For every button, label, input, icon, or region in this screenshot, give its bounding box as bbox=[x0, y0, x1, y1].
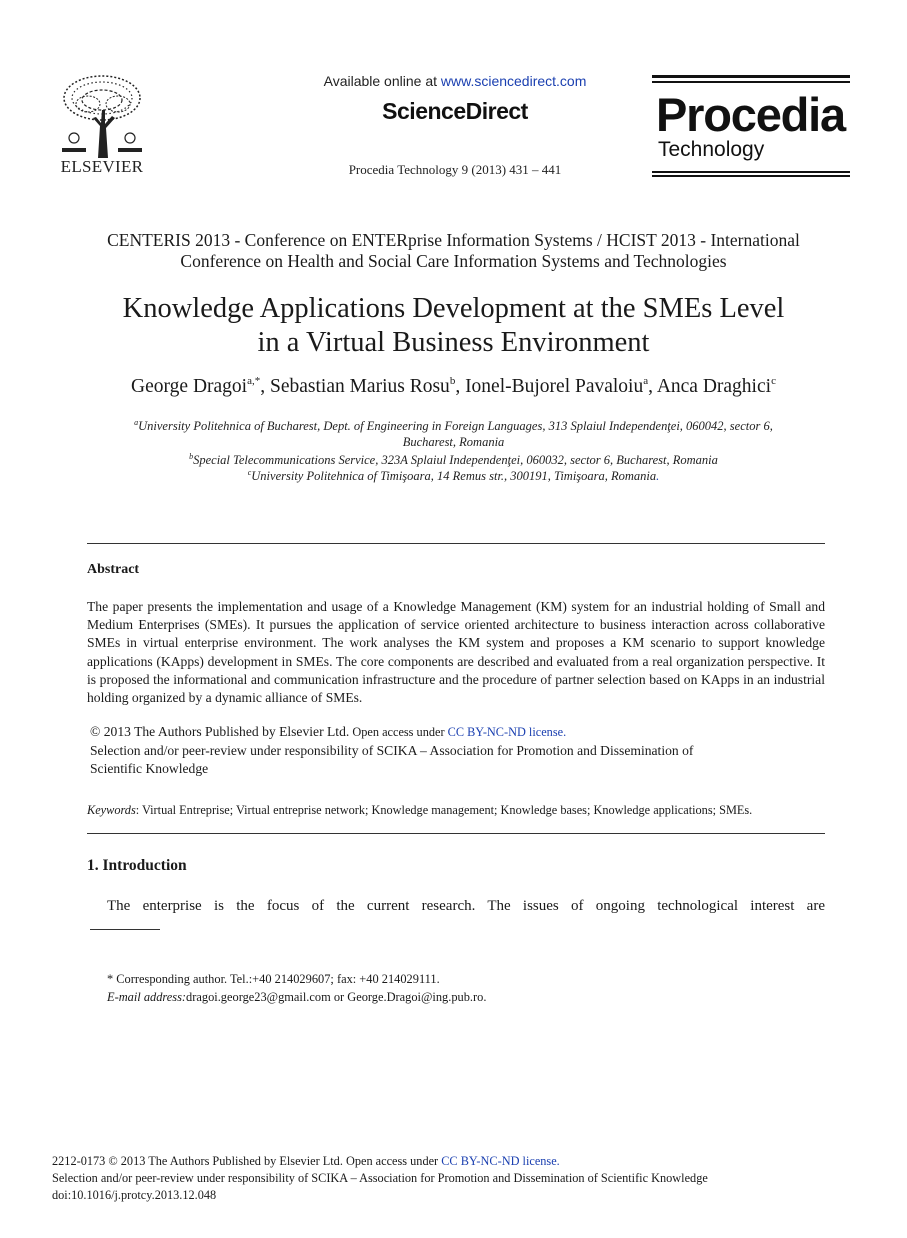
author-name: Ionel-Bujorel Pavaloiu bbox=[465, 376, 644, 397]
keywords-label: Keywords bbox=[87, 803, 136, 817]
elsevier-logo bbox=[52, 74, 152, 178]
elsevier-wordmark: ELSEVIER bbox=[60, 157, 144, 176]
keywords bbox=[87, 803, 825, 818]
section-divider bbox=[87, 833, 825, 834]
available-prefix: Available online at bbox=[323, 73, 441, 89]
introduction-heading: 1. Introduction bbox=[87, 857, 187, 874]
license-link[interactable]: CC BY-NC-ND license. bbox=[447, 725, 567, 739]
corresponding-mark: * bbox=[254, 375, 261, 387]
procedia-name: Procedia bbox=[656, 88, 845, 141]
author-name: Anca Draghici bbox=[656, 376, 772, 397]
author-affiliation-mark: c bbox=[771, 375, 776, 387]
procedia-subtitle: Technology bbox=[658, 138, 765, 161]
author-separator: , bbox=[648, 376, 657, 397]
affiliation-b bbox=[60, 452, 847, 468]
author-affiliation-mark: a bbox=[643, 375, 649, 387]
open-access-text: Open access under bbox=[349, 725, 448, 739]
footer-doi[interactable]: doi:10.1016/j.protcy.2013.12.048 bbox=[52, 1188, 217, 1202]
title-line-1: Knowledge Applications Development at the SMEs Level bbox=[122, 293, 785, 324]
sciencedirect-wordmark: ScienceDirect bbox=[382, 98, 528, 124]
author-separator: , bbox=[260, 376, 270, 397]
affiliation-mark: b bbox=[189, 452, 194, 461]
copyright-line: © 2013 The Authors Published by Elsevier Ltd. bbox=[90, 724, 350, 739]
introduction-text: The enterprise is the focus of the current research. The issues of ongoing technological interest are bbox=[107, 898, 825, 914]
footer-copyright: 2212-0173 © 2013 The Authors Published by Elsevier Ltd. Open access under bbox=[52, 1154, 442, 1168]
corresponding-author: * Corresponding author. Tel.:+40 214029607; fax: +40 214029111. bbox=[107, 972, 440, 986]
footer-license-link[interactable]: CC BY-NC-ND license. bbox=[441, 1154, 560, 1168]
email-footnote bbox=[107, 990, 827, 1005]
conference-name bbox=[60, 230, 847, 272]
author-name: Sebastian Marius Rosu bbox=[269, 376, 450, 397]
author-list bbox=[40, 376, 867, 398]
title-line-2: in a Virtual Business Environment bbox=[257, 327, 650, 358]
email-label: E-mail address: bbox=[107, 990, 187, 1004]
logo-bottom-rule bbox=[652, 171, 850, 173]
procedia-logo bbox=[652, 75, 850, 177]
author-affiliation-mark: b bbox=[449, 375, 456, 387]
logo-top-rule-2 bbox=[652, 81, 850, 83]
affiliation-text: Bucharest, Romania bbox=[402, 435, 505, 449]
author-affiliation-mark: a, bbox=[247, 375, 255, 387]
logo-top-rule bbox=[652, 75, 850, 78]
email-address: dragoi.george23@gmail.com or George.Dragoi@ing.pub.ro. bbox=[186, 990, 487, 1004]
affiliation-text: Special Telecommunications Service, 323A Splaiul Independenţei, 060032, sector 6, Bucharest, Romania bbox=[193, 453, 718, 467]
author-name: George Dragoi bbox=[131, 376, 248, 397]
footer-peer-review: Selection and/or peer-review under responsibility of SCIKA – Association for Promotion and Dissemination of Scientific Knowledge bbox=[52, 1171, 708, 1185]
sciencedirect-link[interactable]: www.sciencedirect.com bbox=[440, 73, 587, 89]
tree-logo-icon bbox=[58, 74, 146, 158]
logo-bottom-rule-2 bbox=[652, 175, 850, 177]
affiliation-mark: c bbox=[247, 468, 252, 477]
affiliation-text: University Politehnica of Bucharest, Dept. of Engineering in Foreign Languages, 313 Splaiul Independenţei, 060042, sector 6, bbox=[138, 419, 773, 433]
conference-line-2: Conference on Health and Social Care Information Systems and Technologies bbox=[180, 251, 727, 271]
affiliation-mark: a bbox=[134, 418, 139, 427]
author-separator: , bbox=[455, 376, 466, 397]
affiliation-c bbox=[60, 468, 847, 484]
peer-review-line-2: Scientific Knowledge bbox=[90, 761, 209, 777]
conference-line-1: CENTERIS 2013 - Conference on ENTERprise Information Systems / HCIST 2013 - International bbox=[107, 230, 800, 250]
abstract-heading: Abstract bbox=[87, 562, 140, 577]
section-divider bbox=[87, 543, 825, 544]
keywords-text: : Virtual Entreprise; Virtual entreprise network; Knowledge management; Knowledge bases; Knowledge applications; SMEs. bbox=[135, 803, 753, 817]
footnote-divider bbox=[90, 929, 160, 930]
affiliation-text: University Politehnica of Timişoara, 14 Remus str., 300191, Timişoara, Romania bbox=[251, 469, 657, 483]
affiliation-a bbox=[60, 418, 847, 450]
peer-review-line: Selection and/or peer-review under responsibility of SCIKA – Association for Promotion and Dissemination of bbox=[90, 742, 694, 758]
abstract-text: The paper presents the implementation and usage of a Knowledge Management (KM) system for an industrial holding of Small and Medium Enterprises (SMEs). It pursues the application of service oriented architecture to business interaction across collaborative SMEs in virtual enterprise environment. The work analyses the KM system and proposes a KM scenario to support knowledge applications (KApps) development in SMEs. The core components are described and evaluated from a real organization perspective. It is proposed the informational and communication infrastructure and the procedure of partner selection based on KApps in an industrial holding organized by a dynamic alliance of SMEs. bbox=[87, 599, 825, 706]
journal-citation: Procedia Technology 9 (2013) 431 – 441 bbox=[348, 162, 562, 177]
copyright-block bbox=[90, 723, 825, 779]
available-online bbox=[200, 73, 710, 89]
paper-title bbox=[60, 292, 847, 360]
affiliation-end: . bbox=[656, 469, 660, 483]
footer-issn-line bbox=[52, 1154, 852, 1169]
